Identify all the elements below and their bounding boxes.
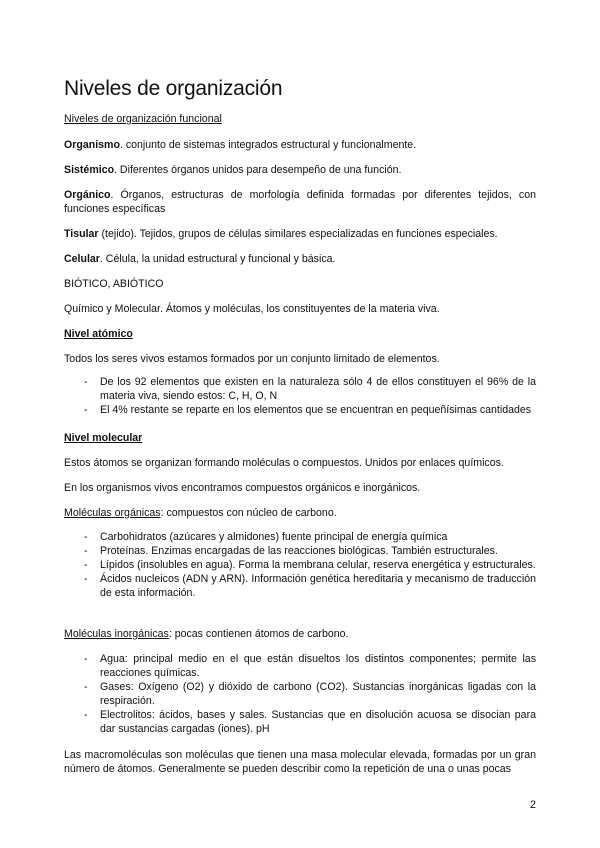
level-term: Sistémico <box>64 164 115 176</box>
level-term: Tisular <box>64 228 99 240</box>
organicas-label: Moléculas orgánicas <box>64 507 161 519</box>
level-organismo <box>64 138 536 152</box>
inorganicas-list <box>64 652 536 736</box>
list-item: - Carbohidratos (azúcares y almidones) fuente principal de energía química <box>64 530 536 544</box>
atomico-intro: Todos los seres vivos estamos formados por un conjunto limitado de elementos. <box>64 353 440 365</box>
heading-nivel-atomico <box>64 327 536 341</box>
level-term: Organismo <box>64 139 120 151</box>
heading-text: Nivel molecular <box>64 432 143 444</box>
molecular-p1: Estos átomos se organizan formando moléculas o compuestos. Unidos por enlaces químicos. <box>64 457 504 469</box>
list-item: - De los 92 elementos que existen en la naturaleza sólo 4 de ellos constituyen el 96% de la materia viva, siendo estos: C, H, O, N <box>64 375 536 403</box>
organicas-list <box>64 530 536 600</box>
level-text: . conjunto de sistemas integrados estructural y funcionalmente. <box>119 139 417 151</box>
macromoleculas-paragraph: Las macromoléculas son moléculas que tienen una masa molecular elevada, formadas por un gran número de átomos. Generalmente se pueden describir como la repetición de una o unas pocas <box>64 749 536 775</box>
list-item: - Agua: principal medio en el que están disueltos los distintos componentes; permite las reacciones químicas. <box>64 652 536 680</box>
level-sistemico <box>64 163 536 177</box>
list-item: - Ácidos nucleicos (ADN y ARN). Información genética hereditaria y mecanismo de traducción de esta información. <box>64 572 536 600</box>
list-item: - Lípidos (insolubles en agua). Forma la membrana celular, reserva energética y estructurales. <box>64 558 536 572</box>
organicas-line <box>64 506 536 520</box>
heading-nivel-molecular <box>64 431 536 445</box>
list-item: - Proteínas. Enzimas encargadas de las reacciones biológicas. También estructurales. <box>64 544 536 558</box>
list-item: - El 4% restante se reparte en los elementos que se encuentran en pequeñísimas cantidades <box>64 403 536 417</box>
level-text: . Diferentes órganos unidos para desempeño de una función. <box>114 164 402 176</box>
atomico-list <box>64 375 536 417</box>
inorganicas-line <box>64 627 536 641</box>
level-organico <box>64 188 536 216</box>
biotico-line: BIÓTICO, ABIÓTICO <box>64 278 164 290</box>
list-item: - Gases: Oxígeno (O2) y dióxido de carbono (CO2). Sustancias inorgánicas ligadas con la respiración. <box>64 680 536 708</box>
page-number: 2 <box>529 799 536 811</box>
level-text: . Órganos, estructuras de morfología definida formadas por diferentes tejidos, con funciones específicas <box>64 189 536 215</box>
organicas-text: : compuestos con núcleo de carbono. <box>160 507 337 519</box>
quimico-line: Químico y Molecular. Átomos y moléculas, los constituyentes de la materia viva. <box>64 303 440 315</box>
level-tisular <box>64 227 536 241</box>
level-term: Celular <box>64 253 100 265</box>
list-item: - Electrolitos: ácidos, bases y sales. Sustancias que en disolución acuosa se disocian para dar sustancias cargadas (iones). pH <box>64 708 536 736</box>
level-term: Orgánico <box>64 189 111 201</box>
page-title: Niveles de organización <box>64 77 283 100</box>
level-text: . Célula, la unidad estructural y funcional y básica. <box>99 253 336 265</box>
level-celular <box>64 252 536 266</box>
section-subtitle: Niveles de organización funcional <box>64 113 222 125</box>
inorganicas-label: Moléculas inorgánicas <box>64 628 169 640</box>
level-text: (tejido). Tejidos, grupos de células similares especializadas en funciones especiales. <box>98 228 498 240</box>
inorganicas-text: : pocas contienen átomos de carbono. <box>168 628 349 640</box>
molecular-p2: En los organismos vivos encontramos compuestos orgánicos e inorgánicos. <box>64 482 421 494</box>
heading-text: Nivel atómico <box>64 328 133 340</box>
